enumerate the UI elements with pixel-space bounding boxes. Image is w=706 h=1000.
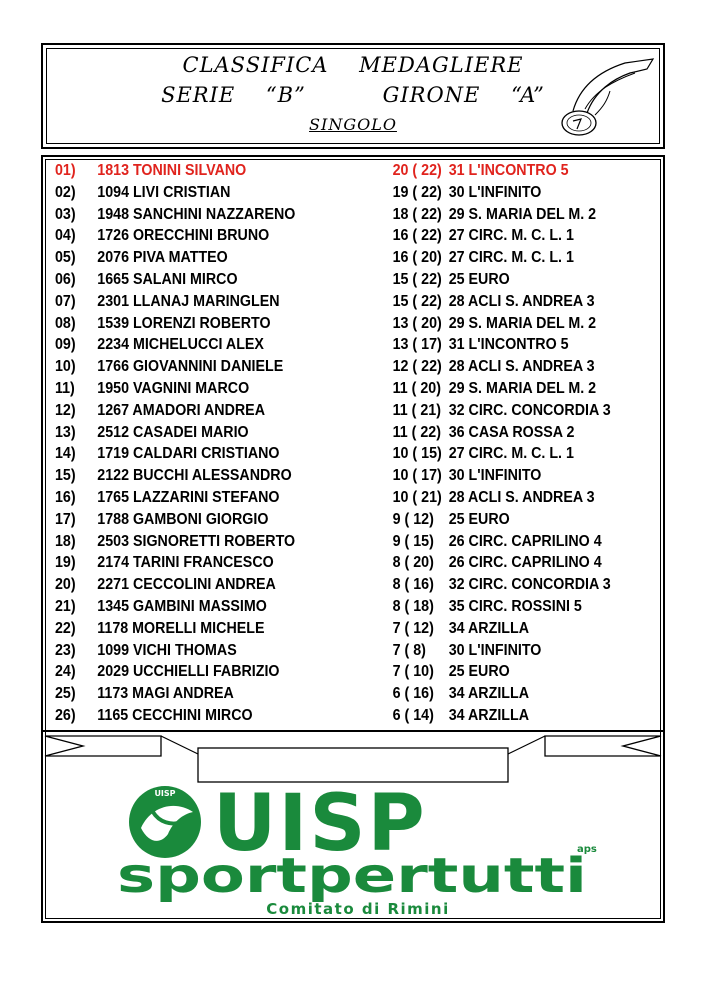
- row-rank: 13): [54, 423, 76, 441]
- logo-badge-text: UISP: [154, 789, 176, 798]
- row-rank: 11): [54, 379, 75, 397]
- row-points: 10 ( 17): [392, 467, 442, 485]
- row-player: 1948 SANCHINI NAZZARENO: [97, 205, 296, 223]
- row-player: 1267 AMADORI ANDREA: [97, 401, 266, 419]
- row-points: 10 ( 15): [392, 445, 442, 463]
- row-club: 34 ARZILLA: [448, 706, 530, 724]
- table-row: [43, 661, 613, 683]
- row-rank: 03): [54, 205, 76, 223]
- row-points: 12 ( 22): [392, 358, 442, 376]
- row-points: 9 ( 15): [392, 532, 434, 550]
- row-rank: 10): [54, 358, 76, 376]
- row-rank: 20): [54, 576, 76, 594]
- row-player: 2122 BUCCHI ALESSANDRO: [97, 467, 292, 485]
- row-rank: 06): [54, 270, 76, 288]
- row-points: 8 ( 16): [392, 576, 434, 594]
- row-club: 31 L'INCONTRO 5: [448, 336, 569, 354]
- row-rank: 21): [54, 597, 76, 615]
- row-player: 2174 TARINI FRANCESCO: [97, 554, 274, 572]
- table-row: [43, 291, 613, 313]
- medal-icon: [555, 51, 655, 141]
- table-row: [43, 160, 613, 182]
- row-points: 13 ( 20): [392, 314, 442, 332]
- title-singolo: [43, 115, 663, 134]
- row-club: 30 L'INFINITO: [448, 467, 542, 485]
- table-row: [43, 683, 613, 705]
- row-player: 1766 GIOVANNINI DANIELE: [97, 358, 284, 376]
- table-row: [43, 378, 613, 400]
- row-rank: 17): [54, 510, 76, 528]
- row-points: 7 ( 12): [392, 619, 434, 637]
- row-points: 15 ( 22): [392, 292, 442, 310]
- row-player: 1665 SALANI MIRCO: [97, 270, 238, 288]
- table-row: [43, 487, 613, 509]
- row-rank: 08): [54, 314, 76, 332]
- row-rank: 22): [54, 619, 76, 637]
- row-player: 1813 TONINI SILVANO: [97, 162, 247, 179]
- row-rank: 15): [54, 467, 76, 485]
- row-club: 28 ACLI S. ANDREA 3: [448, 488, 595, 506]
- row-player: 1099 VICHI THOMAS: [97, 641, 237, 659]
- row-club: 35 CIRC. ROSSINI 5: [448, 597, 582, 615]
- table-row: [43, 422, 613, 444]
- ranking-rows: [43, 160, 663, 727]
- row-points: 11 ( 20): [392, 379, 441, 397]
- table-row: [43, 509, 613, 531]
- table-row: [43, 313, 613, 335]
- row-rank: 23): [54, 641, 76, 659]
- row-club: 25 EURO: [448, 270, 510, 288]
- row-points: 6 ( 16): [392, 685, 434, 703]
- row-club: 25 EURO: [448, 510, 510, 528]
- row-points: 8 ( 18): [392, 597, 434, 615]
- row-rank: 26): [54, 706, 76, 724]
- row-points: 10 ( 21): [392, 488, 442, 506]
- row-rank: 25): [54, 685, 76, 703]
- row-club: 29 S. MARIA DEL M. 2: [448, 314, 597, 332]
- row-player: 2301 LLANAJ MARINGLEN: [97, 292, 280, 310]
- row-points: 16 ( 22): [392, 227, 442, 245]
- table-row: [43, 531, 613, 553]
- header-box: [41, 43, 665, 149]
- title-classifica: CLASSIFICA MEDAGLIERE: [182, 53, 524, 77]
- row-points: 6 ( 14): [392, 706, 434, 724]
- row-points: 13 ( 17): [392, 336, 442, 354]
- logo-brand-text: UISP: [213, 782, 427, 869]
- row-rank: 01): [54, 162, 76, 179]
- title-serie-girone: SERIE “B” GIRONE “A”: [161, 83, 545, 107]
- row-points: 11 ( 21): [392, 401, 441, 419]
- row-points: 15 ( 22): [392, 270, 442, 288]
- row-player: 1719 CALDARI CRISTIANO: [97, 445, 280, 463]
- table-row: [43, 204, 613, 226]
- row-rank: 07): [54, 292, 76, 310]
- row-rank: 09): [54, 336, 76, 354]
- row-club: 31 L'INCONTRO 5: [448, 162, 569, 179]
- row-points: 19 ( 22): [392, 183, 442, 201]
- row-player: 1765 LAZZARINI STEFANO: [97, 488, 280, 506]
- row-club: 30 L'INFINITO: [448, 183, 542, 201]
- row-rank: 18): [54, 532, 76, 550]
- row-club: 32 CIRC. CONCORDIA 3: [448, 576, 611, 594]
- logo-aps-text: aps: [577, 844, 597, 855]
- row-rank: 12): [54, 401, 76, 419]
- table-row: [43, 552, 613, 574]
- row-club: 32 CIRC. CONCORDIA 3: [448, 401, 611, 419]
- row-points: 8 ( 20): [392, 554, 434, 572]
- row-club: 26 CIRC. CAPRILINO 4: [448, 554, 602, 572]
- row-club: 28 ACLI S. ANDREA 3: [448, 292, 595, 310]
- row-points: 11 ( 22): [392, 423, 441, 441]
- row-points: 16 ( 20): [392, 249, 442, 267]
- logo-tagline: sportpertutti: [117, 848, 587, 904]
- row-club: 26 CIRC. CAPRILINO 4: [448, 532, 602, 550]
- row-rank: 02): [54, 183, 76, 201]
- row-rank: 19): [54, 554, 76, 572]
- row-player: 2029 UCCHIELLI FABRIZIO: [97, 663, 280, 681]
- singolo-label: SINGOLO: [309, 115, 397, 134]
- row-club: 34 ARZILLA: [448, 619, 530, 637]
- row-player: 1165 CECCHINI MIRCO: [97, 706, 253, 724]
- row-club: 29 S. MARIA DEL M. 2: [448, 205, 597, 223]
- table-row: [43, 247, 613, 269]
- row-player: 2271 CECCOLINI ANDREA: [97, 576, 276, 594]
- row-player: 1950 VAGNINI MARCO: [97, 379, 250, 397]
- table-row: [43, 618, 613, 640]
- row-club: 27 CIRC. M. C. L. 1: [448, 227, 574, 245]
- row-points: 7 ( 10): [392, 663, 434, 681]
- row-club: 30 L'INFINITO: [448, 641, 542, 659]
- table-row: [43, 334, 613, 356]
- table-row: [43, 705, 613, 727]
- row-player: 1788 GAMBONI GIORGIO: [97, 510, 269, 528]
- row-player: 2076 PIVA MATTEO: [97, 249, 228, 267]
- table-row: [43, 574, 613, 596]
- table-row: [43, 640, 613, 662]
- row-player: 1539 LORENZI ROBERTO: [97, 314, 271, 332]
- row-club: 27 CIRC. M. C. L. 1: [448, 249, 574, 267]
- row-points: 7 ( 8): [392, 641, 426, 659]
- row-club: 25 EURO: [448, 663, 510, 681]
- row-player: 2503 SIGNORETTI ROBERTO: [97, 532, 296, 550]
- logo-committee: Comitato di Rimini: [266, 900, 450, 917]
- row-player: 2512 CASADEI MARIO: [97, 423, 249, 441]
- table-row: [43, 443, 613, 465]
- row-player: 1178 MORELLI MICHELE: [97, 619, 265, 637]
- ranking-table: [41, 155, 665, 923]
- row-rank: 05): [54, 249, 76, 267]
- row-points: 20 ( 22): [392, 162, 442, 179]
- table-row: [43, 182, 613, 204]
- row-rank: 04): [54, 227, 76, 245]
- row-rank: 24): [54, 663, 76, 681]
- table-row: [43, 596, 613, 618]
- row-points: 18 ( 22): [392, 205, 442, 223]
- table-row: [43, 269, 613, 291]
- row-club: 36 CASA ROSSA 2: [448, 423, 575, 441]
- row-player: 1726 ORECCHINI BRUNO: [97, 227, 270, 245]
- row-rank: 14): [54, 445, 76, 463]
- row-player: 2234 MICHELUCCI ALEX: [97, 336, 264, 354]
- row-points: 9 ( 12): [392, 510, 434, 528]
- uisp-logo: [113, 782, 603, 917]
- row-player: 1173 MAGI ANDREA: [97, 685, 234, 703]
- row-club: 34 ARZILLA: [448, 685, 530, 703]
- table-row: [43, 356, 613, 378]
- table-row: [43, 225, 613, 247]
- divider: [43, 730, 663, 732]
- row-player: 1094 LIVI CRISTIAN: [97, 183, 231, 201]
- row-club: 29 S. MARIA DEL M. 2: [448, 379, 597, 397]
- row-player: 1345 GAMBINI MASSIMO: [97, 597, 267, 615]
- table-row: [43, 400, 613, 422]
- row-club: 27 CIRC. M. C. L. 1: [448, 445, 574, 463]
- row-club: 28 ACLI S. ANDREA 3: [448, 358, 595, 376]
- row-rank: 16): [54, 488, 76, 506]
- table-row: [43, 465, 613, 487]
